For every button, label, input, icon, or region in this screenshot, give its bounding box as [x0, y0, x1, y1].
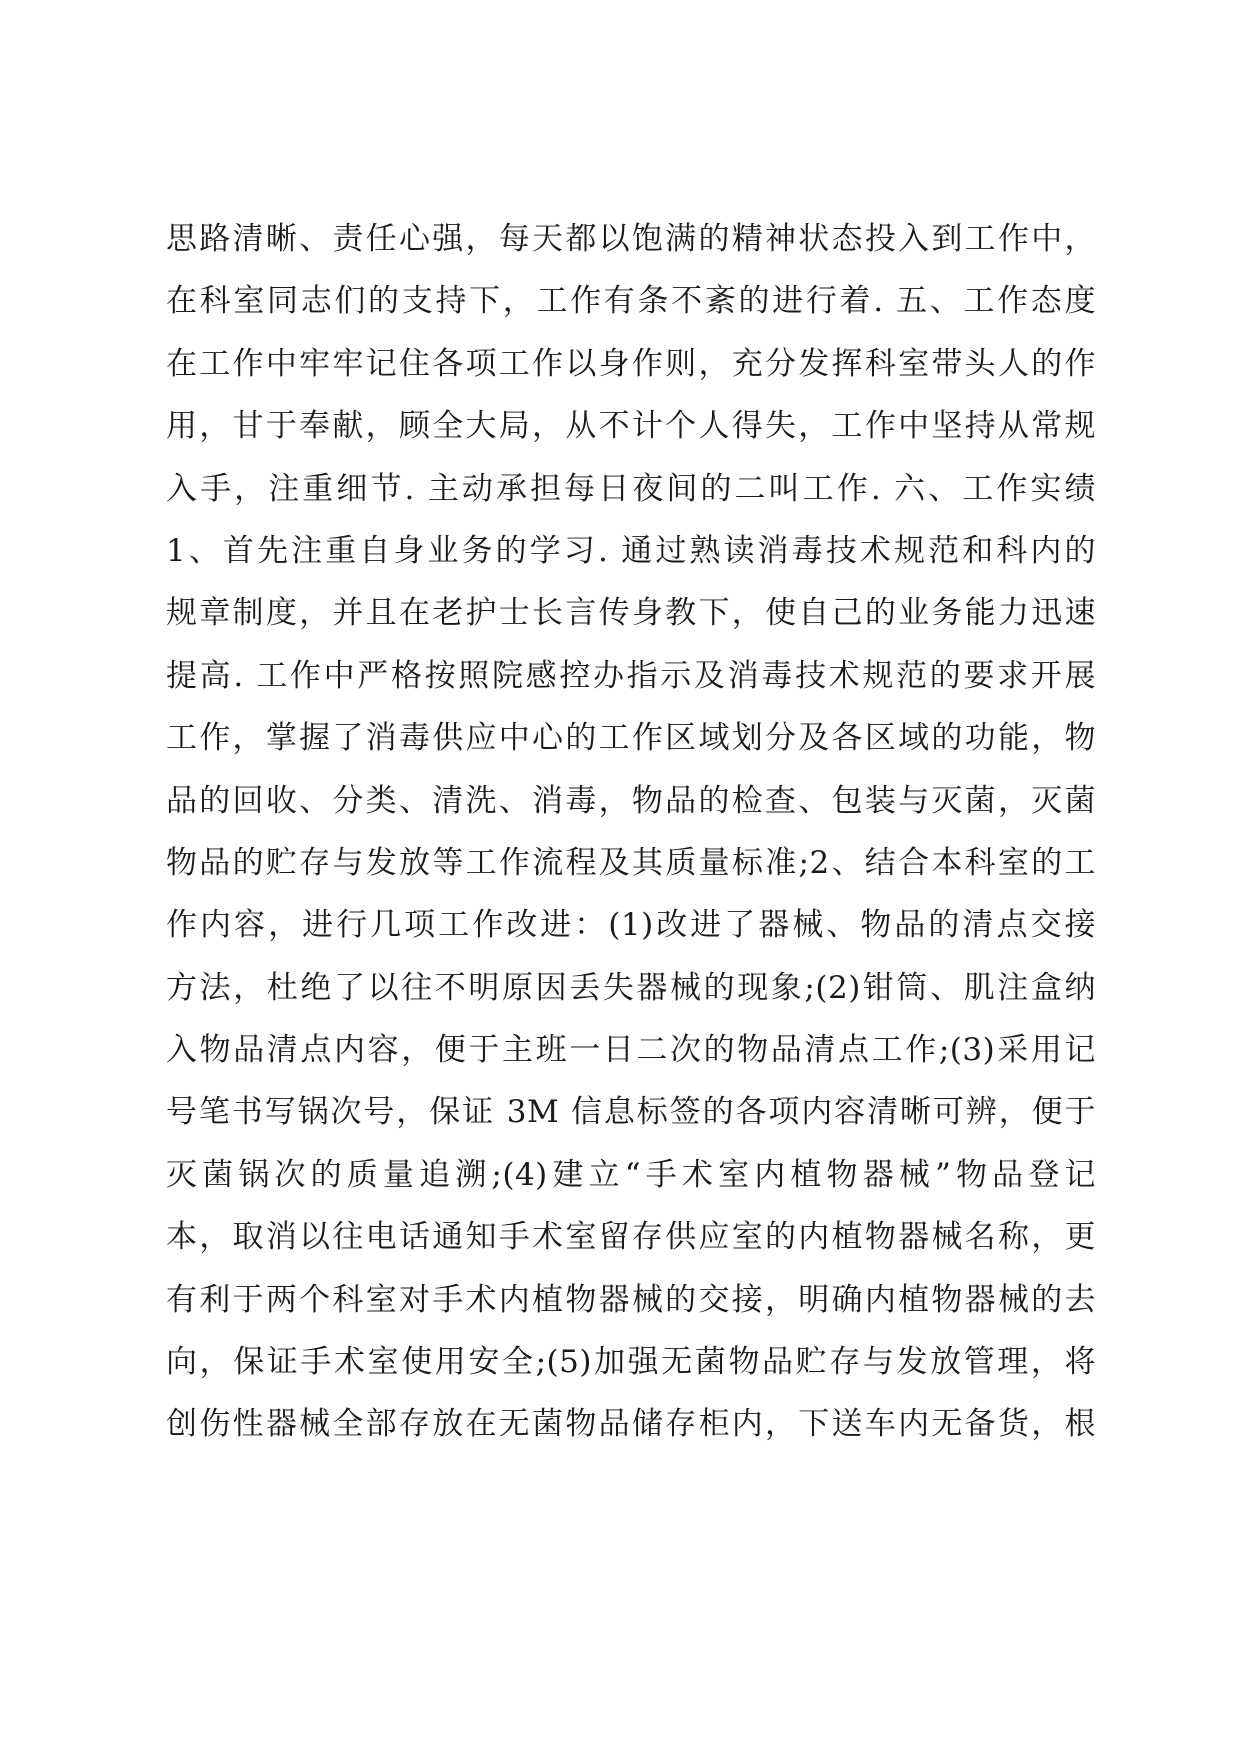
text-line: 有利于两个科室对手术内植物器械的交接，明确内植物器械的去: [166, 1281, 1096, 1318]
text-line: 方法，杜绝了以往不明原因丢失器械的现象;(2)钳筒、肌注盒纳: [166, 969, 1096, 1006]
text-line: 灭菌锅次的质量追溯;(4)建立“手术室内植物器械”物品登记: [166, 1156, 1096, 1193]
text-line: 作内容，进行几项工作改进：(1)改进了器械、物品的清点交接: [166, 907, 1096, 944]
text-line: 本，取消以往电话通知手术室留存供应室的内植物器械名称，更: [166, 1219, 1096, 1256]
text-line: 工作，掌握了消毒供应中心的工作区域划分及各区域的功能，物: [166, 720, 1096, 757]
text-line: 入物品清点内容，便于主班一日二次的物品清点工作;(3)采用记: [166, 1032, 1096, 1069]
text-line: 思路清晰、责任心强，每天都以饱满的精神状态投入到工作中，: [166, 221, 1096, 257]
text-line: 1、首先注重自身业务的学习. 通过熟读消毒技术规范和科内的: [166, 532, 1096, 569]
text-line: 在工作中牢牢记住各项工作以身作则，充分发挥科室带头人的作: [166, 345, 1096, 382]
text-line: 号笔书写锅次号，保证 3M 信息标签的各项内容清晰可辨，便于: [166, 1094, 1096, 1131]
text-line: 提高. 工作中严格按照院感控办指示及消毒技术规范的要求开展: [166, 657, 1096, 694]
text-line: 在科室同志们的支持下，工作有条不紊的进行着. 五、工作态度: [166, 283, 1096, 320]
body-text: [166, 208, 1096, 1456]
text-line: 品的回收、分类、清洗、消毒，物品的检查、包装与灭菌，灭菌: [166, 782, 1096, 819]
text-line: 向，保证手术室使用安全;(5)加强无菌物品贮存与发放管理，将: [166, 1344, 1096, 1381]
text-line: 创伤性器械全部存放在无菌物品储存柜内，下送车内无备货，根: [166, 1406, 1096, 1443]
text-line: 入手，注重细节. 主动承担每日夜间的二叫工作. 六、工作实绩: [166, 470, 1096, 507]
text-line: 物品的贮存与发放等工作流程及其质量标准;2、结合本科室的工: [166, 844, 1096, 881]
text-line: 规章制度，并且在老护士长言传身教下，使自己的业务能力迅速: [166, 595, 1096, 632]
text-line: 用，甘于奉献，顾全大局，从不计个人得失，工作中坚持从常规: [166, 408, 1096, 445]
